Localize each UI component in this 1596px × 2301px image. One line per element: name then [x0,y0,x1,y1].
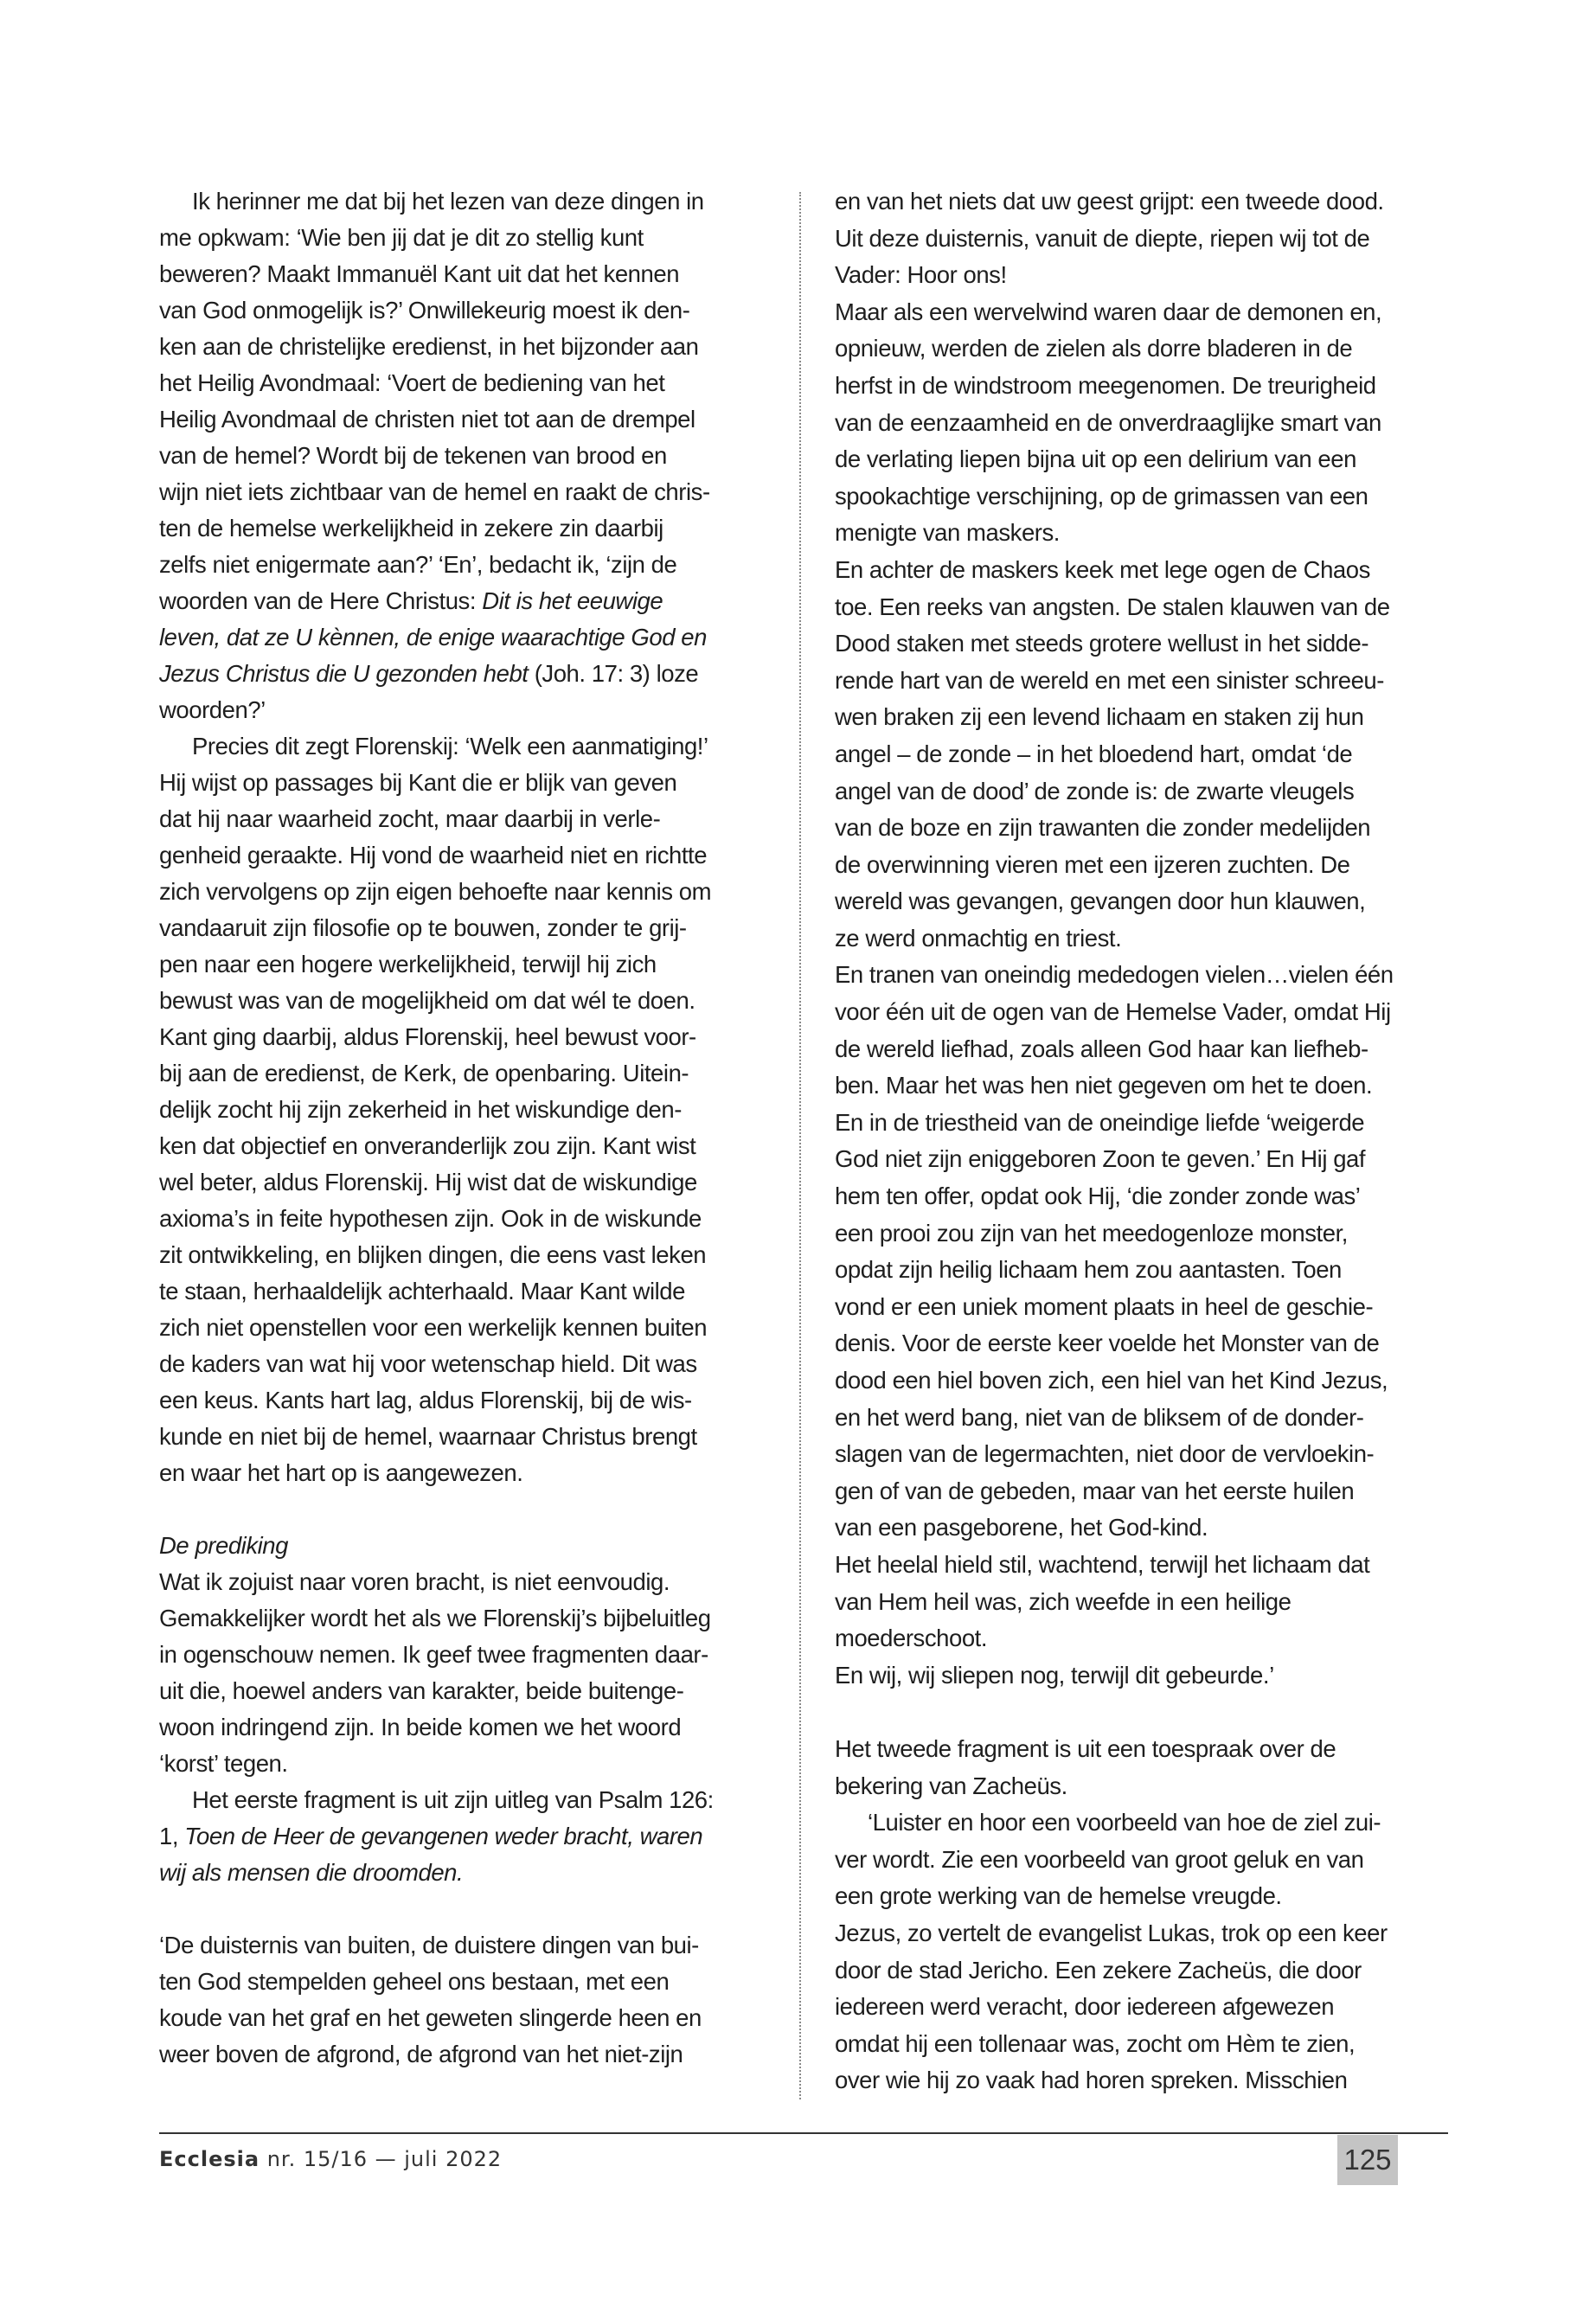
text-segment: opnieuw, werden de zielen als dorre bladeren in de [835,335,1353,362]
text-segment: ze werd onmachtig en triest. [835,924,1122,952]
text-segment: een keus. Kants hart lag, aldus Florenskij, bij de wis- [159,1387,692,1413]
text-line [159,801,775,837]
text-segment: Heilig Avondmaal de christen niet tot aan de drempel [159,406,695,433]
text-segment: zit ontwikkeling, en blijken dingen, die eens vast leken [159,1241,707,1268]
text-segment: vandaaruit zijn filosofie op te bouwen, zonder te grij- [159,914,687,941]
text-line [159,1528,775,1564]
issue-info: nr. 15/16 — juli 2022 [260,2147,503,2171]
text-line [835,1252,1451,1289]
text-line [835,1657,1451,1695]
text-segment: moederschoot. [835,1625,988,1652]
text-line [159,946,775,983]
text-line [159,292,775,329]
text-line [159,510,775,547]
text-segment: angel – de zonde – in het bloedend hart, omdat ‘de [835,740,1353,767]
text-segment: dat hij naar waarheid zocht, maar daarbij in verle- [159,805,661,832]
text-line [159,1637,775,1673]
text-segment: me opkwam: ‘Wie ben jij dat je dit zo stellig kunt [159,224,644,251]
text-segment: koude van het graf en het geweten slingerde heen en [159,2004,702,2031]
text-line [835,1436,1451,1473]
text-segment: wijn niet iets zichtbaar van de hemel en raakt de chris- [159,478,710,505]
text-segment: delijk zocht hij zijn zekerheid in het wiskundige den- [159,1096,682,1123]
text-line [159,2036,775,2073]
text-segment: denis. Voor de eerste keer voelde het Monster van de [835,1330,1380,1357]
text-line [159,1709,775,1746]
text-segment: de kaders van wat hij voor wetenschap hield. Dit was [159,1350,697,1377]
text-line [835,1141,1451,1178]
text-segment: rende hart van de wereld en met een sinister schreeu- [835,666,1384,694]
text-segment: slagen van de legermachten, niet door de vervloekin- [835,1440,1375,1468]
text-line [159,656,775,692]
text-line [835,1547,1451,1584]
text-segment: de overwinning vieren met een ijzeren zuchten. De [835,850,1350,878]
text-segment: (Joh. 17: 3) loze [528,660,699,687]
text-line [159,1419,775,1455]
text-line [835,1289,1451,1326]
text-segment: Het eerste fragment is uit zijn uitleg van Psalm 126: [192,1786,714,1813]
text-line [159,692,775,728]
text-line [835,441,1451,478]
text-line [835,221,1451,258]
text-line [159,1964,775,2000]
text-segment: Vader: Hoor ons! [835,261,1007,289]
text-segment: Jezus, zo vertelt de evangelist Lukas, trok op een keer [835,1919,1388,1946]
text-segment: de wereld liefhad, zoals alleen God haar kan liefheb- [835,1035,1368,1062]
text-segment: menigte van maskers. [835,519,1060,547]
text-segment: Het tweede fragment is uit een toespraak over de [835,1734,1336,1762]
text-line [835,1400,1451,1437]
text-line [159,1891,775,1927]
text-segment: en waar het hart op is aangewezen. [159,1459,523,1486]
text-line [835,294,1451,331]
text-segment: Wat ik zojuist naar voren bracht, is niet eenvoudig. [159,1568,670,1595]
text-line [159,1201,775,1237]
text-line [159,2000,775,2036]
text-line [835,1768,1451,1805]
text-segment: opdat zijn heilig lichaam hem zou aantasten. Toen [835,1256,1342,1284]
text-line [835,1878,1451,1915]
text-line [835,1694,1451,1731]
text-segment: herfst in de windstroom meegenomen. De treurigheid [835,371,1376,399]
text-segment: En wij, wij sliepen nog, terwijl dit gebeurde.’ [835,1661,1274,1689]
text-line [159,1346,775,1382]
text-line [159,1600,775,1637]
text-line [835,810,1451,847]
text-line [835,589,1451,626]
text-line [835,1584,1451,1621]
text-segment: zich vervolgens op zijn eigen behoefte naar kennis om [159,878,712,905]
text-line [159,1128,775,1164]
text-line [159,329,775,365]
text-segment: voor één uit de ogen van de Hemelse Vader, omdat Hij [835,998,1391,1026]
text-segment: zich niet openstellen voor een werkelijk kennen buiten [159,1314,708,1341]
text-line [835,847,1451,884]
text-line [159,365,775,401]
text-line [159,1310,775,1346]
text-line [159,1019,775,1055]
text-segment: ben. Maar het was hen niet gegeven om het te doen. [835,1072,1373,1099]
text-line [835,257,1451,294]
text-line [835,1067,1451,1105]
text-line [835,663,1451,700]
italic-text-segment: leven, dat ze U kènnen, de enige waarachtige God en [159,624,707,651]
column-divider [799,192,801,2099]
text-segment: hem ten offer, opdat ook Hij, ‘die zonder zonde was’ [835,1183,1361,1210]
text-line [835,1031,1451,1068]
text-line [159,874,775,910]
text-line [835,994,1451,1031]
text-segment: ten God stempelden geheel ons bestaan, met een [159,1968,670,1995]
text-segment: Ik herinner me dat bij het lezen van deze dingen in [192,188,704,215]
text-segment: Maar als een wervelwind waren daar de demonen en, [835,298,1382,325]
text-line [835,1731,1451,1768]
text-segment: ‘De duisternis van buiten, de duistere dingen van bui- [159,1932,699,1958]
text-segment: het Heilig Avondmaal: ‘Voert de bediening van het [159,369,665,396]
text-segment: ken aan de christelijke eredienst, in het bijzonder aan [159,333,699,360]
text-segment: ‘korst’ tegen. [159,1750,288,1777]
text-segment: van een pasgeborene, het God-kind. [835,1514,1208,1541]
text-line [159,1564,775,1600]
text-line [159,1237,775,1273]
text-segment: Het heelal hield stil, wachtend, terwijl het lichaam dat [835,1550,1370,1578]
text-segment: woon indringend zijn. In beide komen we het woord [159,1714,682,1740]
text-segment: en van het niets dat uw geest grijpt: een tweede dood. [835,188,1384,215]
text-line [159,1455,775,1491]
text-segment: ten de hemelse werkelijkheid in zekere zin daarbij [159,515,663,542]
text-line [835,773,1451,811]
text-segment: bij aan de eredienst, de Kerk, de openbaring. Uitein- [159,1060,689,1086]
text-segment: God niet zijn eniggeboren Zoon te geven.’ En Hij gaf [835,1145,1366,1173]
text-segment: een grote werking van de hemelse vreugde. [835,1882,1282,1910]
footer-rule [159,2132,1448,2134]
text-line [835,183,1451,221]
text-segment: Precies dit zegt Florenskij: ‘Welk een aanmatiging!’ [192,733,708,760]
text-segment: bekering van Zacheüs. [835,1772,1067,1799]
text-segment: angel van de dood’ de zonde is: de zwarte vleugels [835,777,1355,804]
italic-text-segment: De prediking [159,1532,288,1559]
italic-text-segment: Toen de Heer de gevangenen weder bracht, waren [184,1823,703,1849]
text-segment: En achter de maskers keek met lege ogen de Chaos [835,555,1370,583]
text-line [835,1952,1451,1990]
text-segment: te staan, herhaaldelijk achterhaald. Maar Kant wilde [159,1278,685,1304]
text-segment: axioma’s in feite hypothesen zijn. Ook in de wiskunde [159,1205,702,1232]
text-line [159,401,775,438]
text-line [835,368,1451,405]
text-segment: wen braken zij een levend lichaam en staken zij hun [835,703,1364,731]
text-segment: kunde en niet bij de hemel, waarnaar Christus brengt [159,1423,697,1450]
text-segment: Hij wijst op passages bij Kant die er blijk van geven [159,769,677,796]
text-segment: weer boven de afgrond, de afgrond van het niet-zijn [159,2041,683,2067]
italic-text-segment: wij als mensen die droomden. [159,1859,464,1886]
text-segment: gen of van de gebeden, maar van het eerste huilen [835,1477,1355,1504]
text-line [835,1178,1451,1215]
text-line [835,736,1451,773]
text-segment: iedereen werd veracht, door iedereen afgewezen [835,1993,1335,2021]
text-segment: Kant ging daarbij, aldus Florenskij, heel bewust voor- [159,1023,696,1050]
text-line [159,1273,775,1310]
text-line [159,765,775,801]
text-segment: woorden?’ [159,696,266,723]
text-line [835,1325,1451,1362]
text-line [835,625,1451,663]
text-line [159,1164,775,1201]
text-segment: een prooi zou zijn van het meedogenloze monster, [835,1219,1348,1247]
publication-name: Ecclesia [159,2147,260,2171]
text-line [835,1620,1451,1657]
text-line [159,1927,775,1964]
text-segment: Gemakkelijker wordt het als we Florenskij’s bijbeluitleg [159,1605,711,1631]
text-segment: van de boze en zijn trawanten die zonder medelijden [835,814,1371,842]
text-segment: beweren? Maakt Immanuël Kant uit dat het kennen [159,260,680,287]
text-line [835,1473,1451,1510]
text-line [159,1818,775,1855]
text-segment: over wie hij zo vaak had horen spreken. Misschien [835,2067,1348,2094]
text-line [835,1509,1451,1547]
italic-text-segment: Jezus Christus die U gezonden hebt [159,660,529,687]
text-line [159,910,775,946]
text-line [159,438,775,474]
text-line [159,583,775,619]
text-segment: vond er een uniek moment plaats in heel de geschie- [835,1292,1374,1320]
left-column [159,183,775,2073]
page-number: 125 [1337,2135,1398,2185]
text-line [159,220,775,256]
text-line [835,920,1451,958]
text-segment: de verlating liepen bijna uit op een delirium van een [835,445,1356,473]
text-line [835,515,1451,552]
text-segment: 1, [159,1823,185,1849]
text-segment: Dood staken met steeds grotere wellust in het sidde- [835,630,1369,657]
text-line [835,552,1451,589]
text-segment: door de stad Jericho. Een zekere Zacheüs, die door [835,1956,1362,1984]
text-line [159,1673,775,1709]
text-line [159,1855,775,1891]
text-line [159,619,775,656]
text-line [835,1105,1451,1142]
text-segment: dood een hiel boven zich, een hiel van het Kind Jezus, [835,1367,1388,1394]
text-segment: woorden van de Here Christus: [159,587,483,614]
text-segment: van de hemel? Wordt bij de tekenen van brood en [159,442,667,469]
text-line [835,478,1451,516]
text-segment: ‘Luister en hoor een voorbeeld van hoe de ziel zui- [868,1809,1381,1836]
text-segment: bewust was van de mogelijkheid om dat wél te doen. [159,987,695,1014]
text-segment: En in de triestheid van de oneindige liefde ‘weigerde [835,1108,1365,1136]
text-line [835,1842,1451,1879]
text-line [159,183,775,220]
text-line [835,1215,1451,1253]
text-segment: pen naar een hogere werkelijkheid, terwijl hij zich [159,951,657,977]
text-line [159,837,775,874]
text-segment: uit die, hoewel anders van karakter, beide buitenge- [159,1677,684,1704]
text-segment: genheid geraakte. Hij vond de waarheid niet en richtte [159,842,708,868]
text-segment: Uit deze duisternis, vanuit de diepte, riepen wij tot de [835,224,1370,252]
text-line [159,1782,775,1818]
text-line [835,1989,1451,2026]
text-line [835,2026,1451,2063]
text-line [835,957,1451,994]
text-line [159,474,775,510]
text-segment: spookachtige verschijning, op de grimassen van een [835,482,1368,510]
text-line [159,1092,775,1128]
text-line [835,1804,1451,1842]
text-segment: ver wordt. Zie een voorbeeld van groot geluk en van [835,1845,1364,1873]
text-line [835,405,1451,442]
text-line [835,330,1451,368]
text-line [159,1055,775,1092]
text-line [159,728,775,765]
text-line [159,1382,775,1419]
text-segment: ken dat objectief en onveranderlijk zou zijn. Kant wist [159,1132,696,1159]
text-line [159,1746,775,1782]
text-segment: en het werd bang, niet van de bliksem of de donder- [835,1403,1364,1431]
text-segment: van God onmogelijk is?’ Onwillekeurig moest ik den- [159,297,690,324]
text-segment: wereld was gevangen, gevangen door hun klauwen, [835,888,1366,915]
text-segment: zelfs niet enigermate aan?’ ‘En’, bedacht ik, ‘zijn de [159,551,677,578]
text-line [835,1362,1451,1400]
text-line [159,256,775,292]
text-segment: omdat hij een tollenaar was, zocht om Hèm te zien, [835,2029,1356,2057]
text-segment: in ogenschouw nemen. Ik geef twee fragmenten daar- [159,1641,708,1668]
text-line [159,983,775,1019]
text-segment: wel beter, aldus Florenskij. Hij wist dat de wiskundige [159,1169,697,1195]
footer-publication-line [159,2147,502,2171]
text-line [159,547,775,583]
text-segment: van Hem heil was, zich weefde in een heilige [835,1587,1292,1615]
text-segment: toe. Een reeks van angsten. De stalen klauwen van de [835,593,1390,620]
text-line [835,883,1451,920]
italic-text-segment: Dit is het eeuwige [482,587,663,614]
text-segment: En tranen van oneindig mededogen vielen…vielen één [835,961,1394,989]
text-segment: van de eenzaamheid en de onverdraaglijke smart van [835,408,1381,436]
text-line [835,699,1451,736]
text-line [835,1915,1451,1952]
right-column [835,183,1451,2099]
text-line [159,1491,775,1528]
text-line [835,2062,1451,2099]
